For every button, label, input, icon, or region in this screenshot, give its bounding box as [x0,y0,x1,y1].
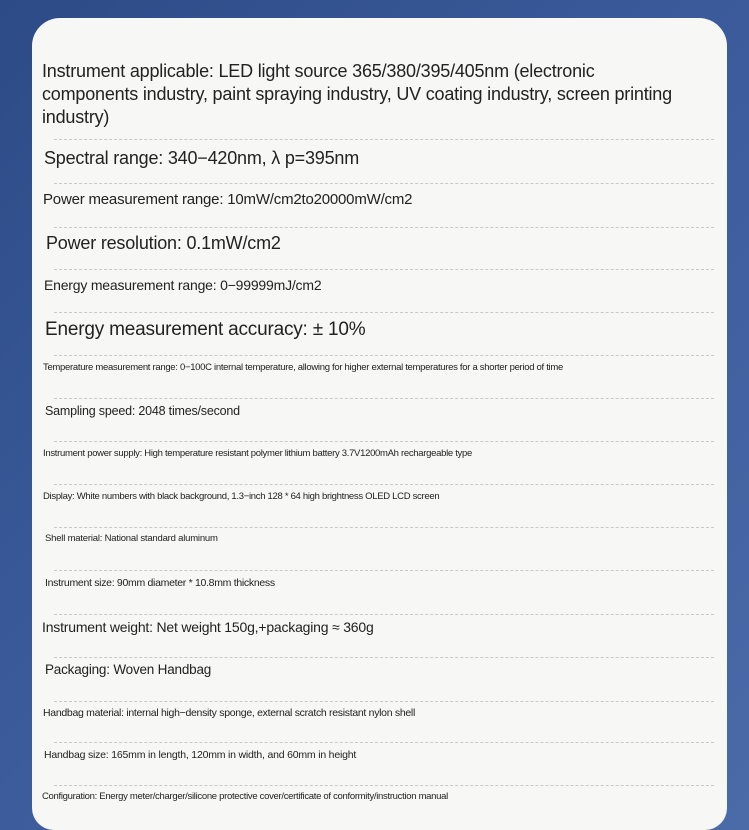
spec-instrument-applicable: Instrument applicable: LED light source 365/380/395/405nm (electronic components industry, paint spraying industry, UV coating industry, screen printing industry) [42,61,672,127]
divider [54,227,714,228]
spec-handbag-size: Handbag size: 165mm in length, 120mm in width, and 60mm in height [44,749,357,761]
divider [54,269,714,270]
divider [54,527,714,528]
divider [54,484,714,485]
divider [54,657,714,658]
spec-display: Display: White numbers with black background, 1.3−inch 128 * 64 high brightness OLED LCD screen [43,491,440,502]
spec-instrument-size: Instrument size: 90mm diameter * 10.8mm thickness [45,577,275,589]
divider [54,355,714,356]
divider [54,312,714,313]
spec-power-resolution: Power resolution: 0.1mW/cm2 [46,233,281,253]
spec-sampling-speed: Sampling speed: 2048 times/second [45,404,240,418]
divider [54,614,714,615]
spec-spectral-range: Spectral range: 340−420nm, λ p=395nm [44,148,360,168]
spec-shell-material: Shell material: National standard aluminum [45,533,218,544]
spec-power-measurement-range: Power measurement range: 10mW/cm2to20000mW/cm2 [43,191,413,208]
spec-handbag-material: Handbag material: internal high−density sponge, external scratch resistant nylon shell [43,707,415,719]
spec-configuration: Configuration: Energy meter/charger/silicone protective cover/certificate of conformity/instruction manual [42,791,448,802]
spec-energy-measurement-accuracy: Energy measurement accuracy: ± 10% [45,319,366,340]
spec-energy-measurement-range: Energy measurement range: 0−99999mJ/cm2 [44,277,322,293]
spec-instrument-power-supply: Instrument power supply: High temperature resistant polymer lithium battery 3.7V1200mAh rechargeable type [43,448,472,459]
divider [54,139,714,140]
divider [54,183,714,184]
divider [54,742,714,743]
divider [54,701,714,702]
spec-packaging: Packaging: Woven Handbag [45,662,212,677]
divider [54,398,714,399]
spec-instrument-weight: Instrument weight: Net weight 150g,+packaging ≈ 360g [42,619,374,635]
divider [54,441,714,442]
spec-card [32,18,727,830]
divider [54,570,714,571]
spec-temperature-measurement-range: Temperature measurement range: 0−100C internal temperature, allowing for higher external temperatures for a shorter period of time [43,362,563,373]
divider [54,785,714,786]
